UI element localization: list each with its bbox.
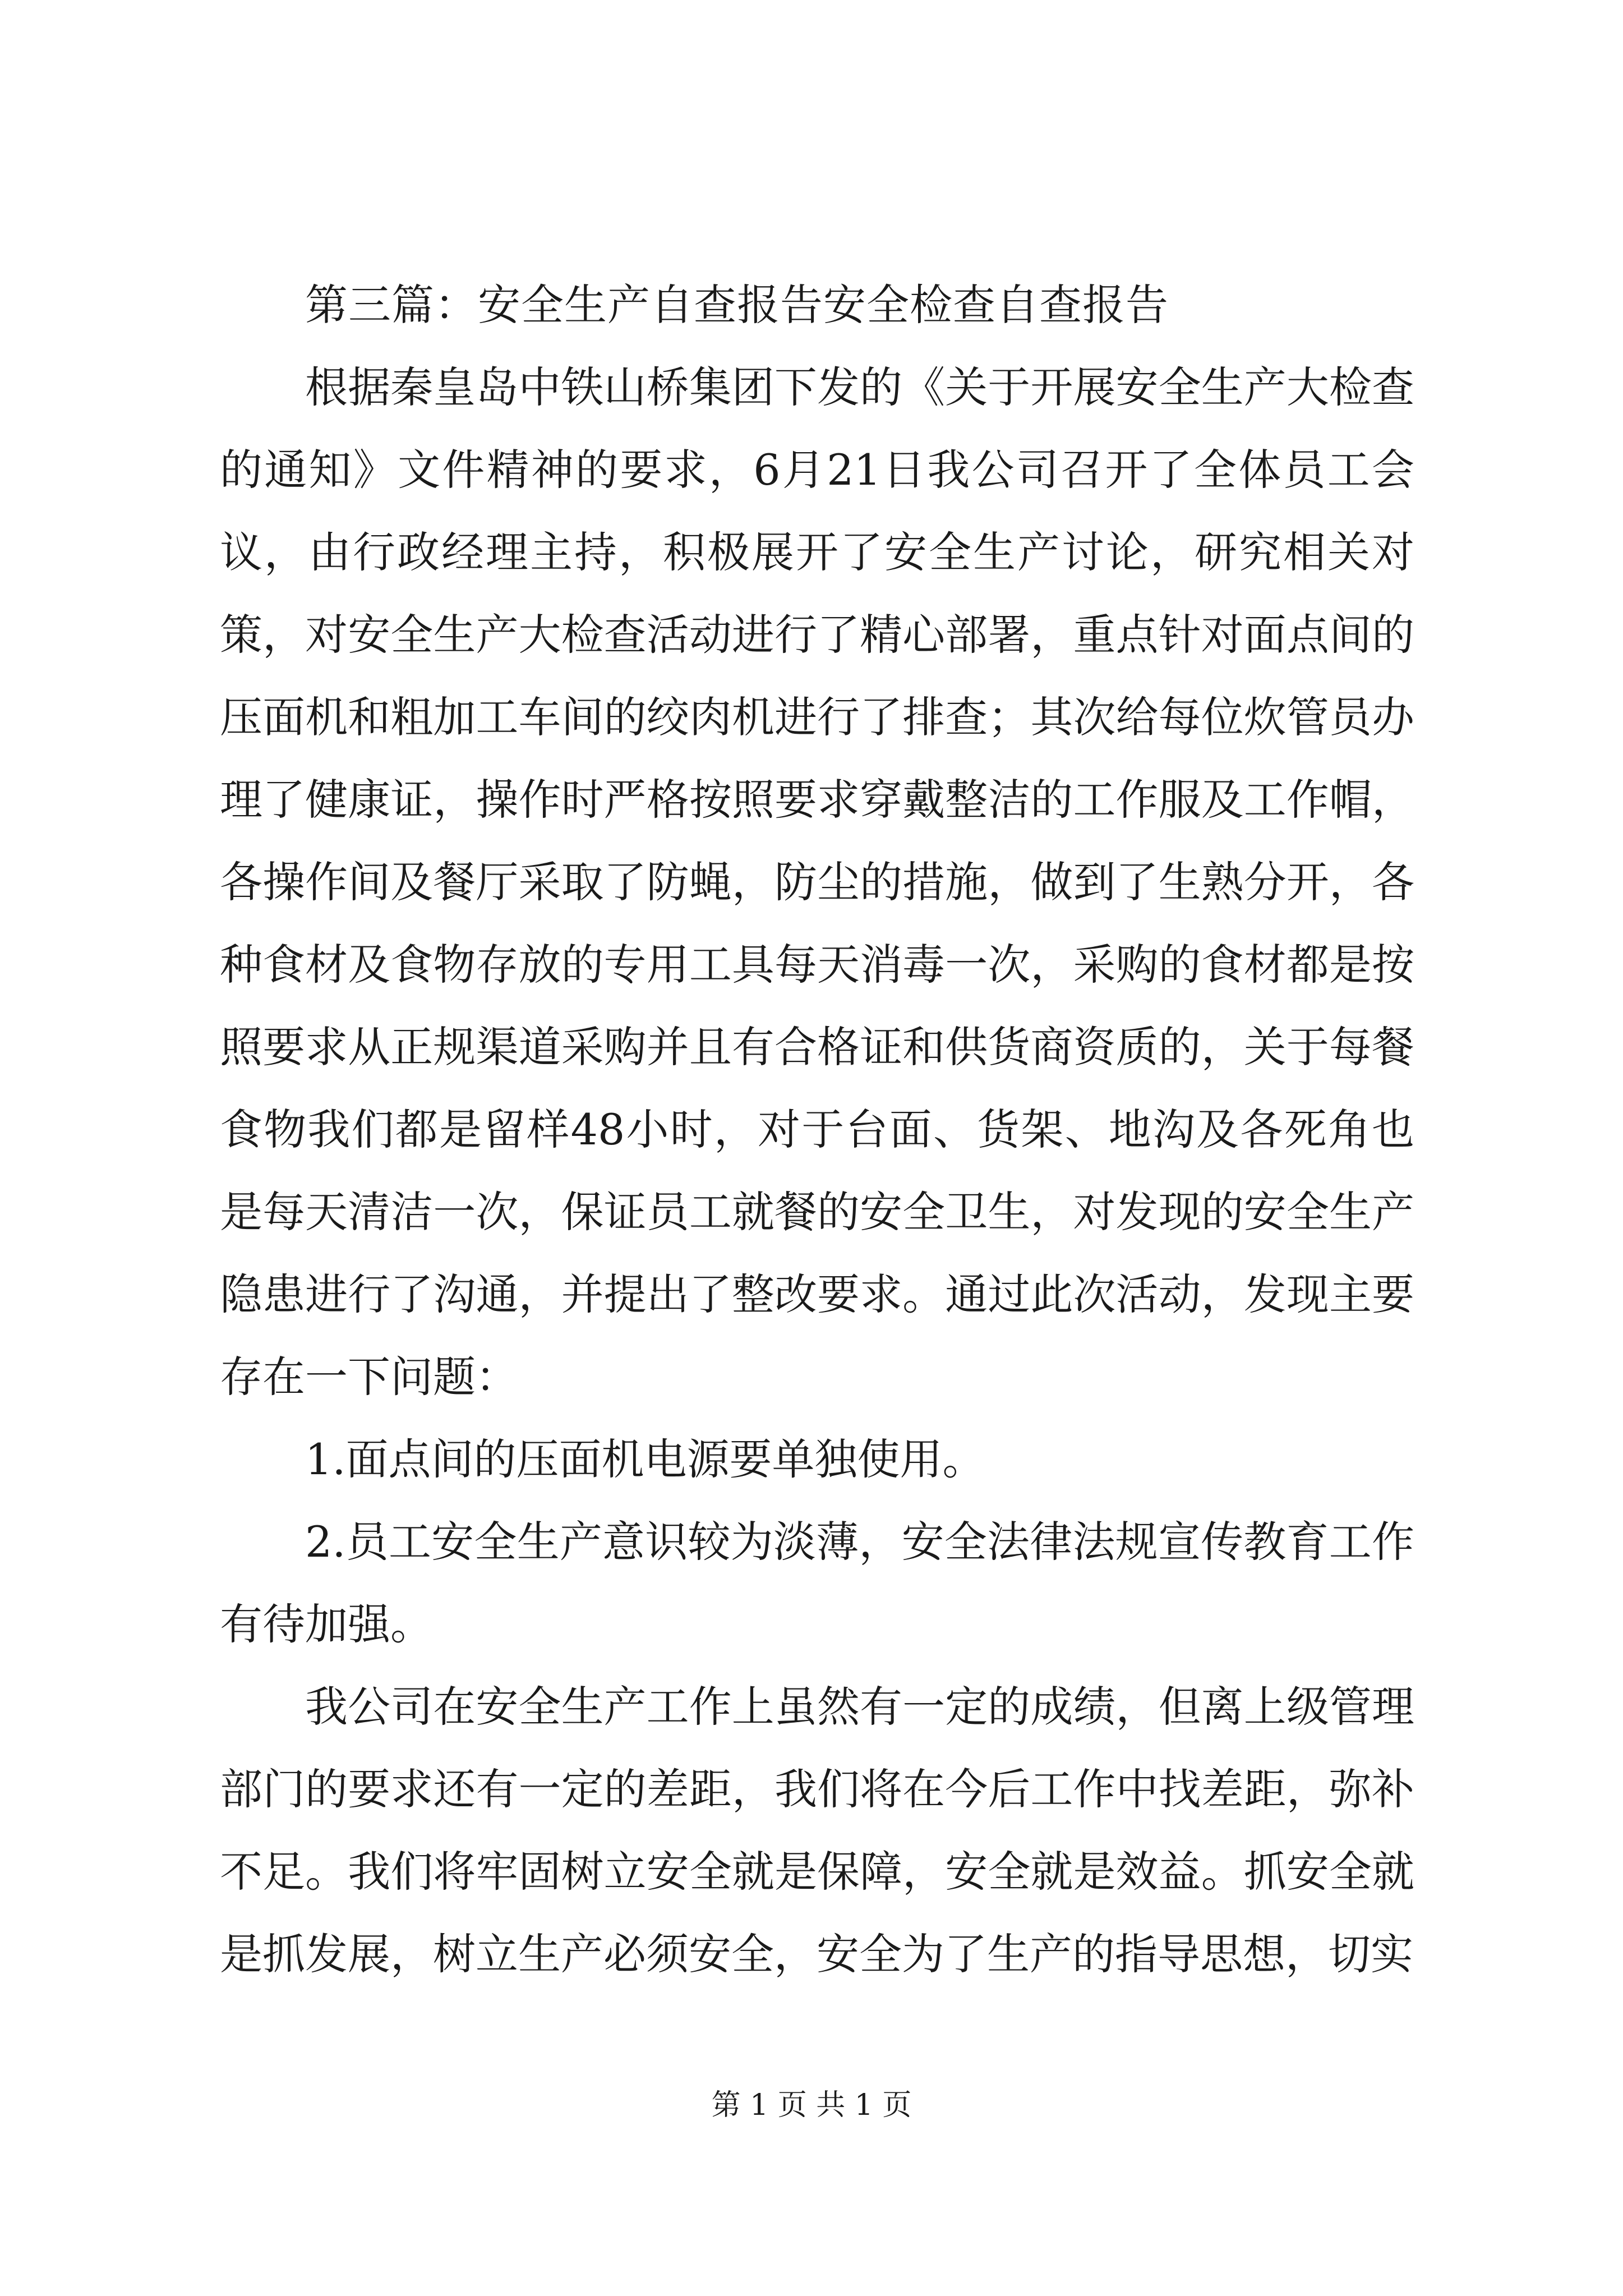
page-number-footer: 第 1 页 共 1 页 [711, 2088, 912, 2122]
paragraph-intro: 根据秦皇岛中铁山桥集团下发的《关于开展安全生产大检查的通知》文件精神的要求，6月21日我公司召开了全体员工会议，由行政经理主持，积极展开了安全生产讨论，研究相关对策，对安全生产大检查活动进行了精心部署，重点针对面点间的压面机和粗加工车间的绞肉机进行了排查；其次给每位炊管员办理了健康证，操作时严格按照要求穿戴整洁的工作服及工作帽，各操作间及餐厅采取了防蝇，防尘的措施，做到了生熟分开，各种食材及食物存放的专用工具每天消毒一次，采购的食材都是按照要求从正规渠道采购并且有合格证和供货商资质的，关于每餐食物我们都是留样48小时，对于台面、货架、地沟及各死角也是每天清洁一次，保证员工就餐的安全卫生，对发现的安全生产隐患进行了沟通，并提出了整改要求。通过此次活动，发现主要存在一下问题： [220, 362, 1414, 1402]
document-body [220, 264, 1414, 1995]
paragraph-issue-2: 2.员工安全生产意识较为淡薄，安全法律法规宣传教育工作有待加强。 [220, 1517, 1414, 1649]
paragraph-conclusion: 我公司在安全生产工作上虽然有一定的成绩，但离上级管理部门的要求还有一定的差距，我们将在今后工作中找差距，弥补不足。我们将牢固树立安全就是保障，安全就是效益。抓安全就是抓发展，树立生产必须安全，安全为了生产的指导思想，切实 [220, 1682, 1414, 1979]
document-title: 第三篇：安全生产自查报告安全检查自查报告 [305, 280, 1169, 330]
paragraph-issue-1: 1.面点间的压面机电源要单独使用。 [305, 1434, 985, 1484]
